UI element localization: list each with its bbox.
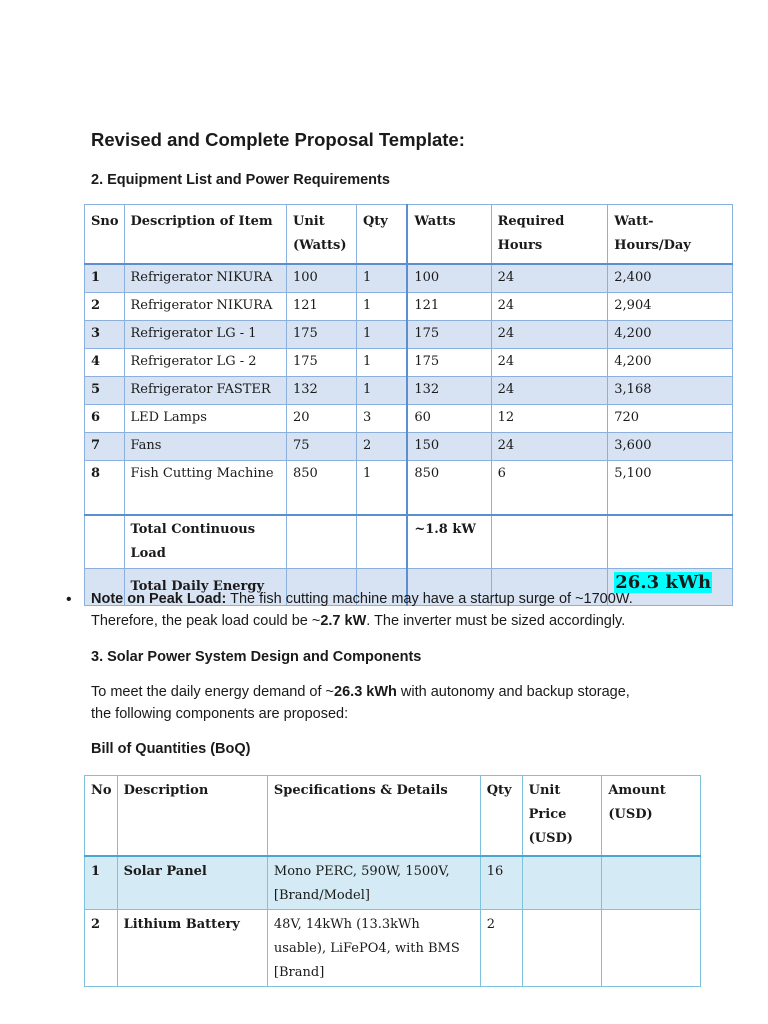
note-text: Therefore, the peak load could be ~: [91, 612, 321, 629]
paragraph-text: To meet the daily energy demand of ~: [91, 684, 335, 700]
cell: [491, 515, 608, 569]
column-header: Description: [117, 776, 267, 857]
cell: 2: [85, 293, 125, 321]
cell: 1: [356, 349, 407, 377]
cell: 1: [356, 321, 407, 349]
boq-heading: Bill of Quantities (BoQ): [91, 741, 251, 757]
section-3-paragraph: [91, 682, 691, 725]
cell: 60: [407, 405, 491, 433]
cell: 2: [356, 433, 407, 461]
cell: 175: [407, 321, 491, 349]
cell: [522, 856, 602, 910]
cell: 4: [85, 349, 125, 377]
cell: 850: [407, 461, 491, 516]
table-row: [85, 856, 701, 910]
column-header: Watts: [407, 205, 491, 265]
equipment-table: [84, 204, 733, 606]
cell: 2: [85, 910, 118, 987]
note-text: The fish cutting machine may have a startup surge of ~1700W.: [226, 591, 633, 607]
document-title: Revised and Complete Proposal Template:: [91, 129, 465, 150]
cell: Fans: [124, 433, 286, 461]
table-row: [85, 293, 733, 321]
cell: 1: [356, 264, 407, 293]
cell: [608, 515, 733, 569]
cell: 6: [491, 461, 608, 516]
column-header: Watt-Hours/Day: [608, 205, 733, 265]
note-text: . The inverter must be sized accordingly.: [366, 612, 626, 629]
cell: 6: [85, 405, 125, 433]
table-row: [85, 910, 701, 987]
cell: Solar Panel: [117, 856, 267, 910]
cell: 850: [286, 461, 356, 516]
cell: 175: [286, 321, 356, 349]
cell: 24: [491, 433, 608, 461]
cell: 3,600: [608, 433, 733, 461]
cell: 121: [286, 293, 356, 321]
paragraph-text: with autonomy and backup storage,: [396, 684, 630, 700]
cell: 24: [491, 349, 608, 377]
cell: 2,400: [608, 264, 733, 293]
note-label: Note on Peak Load:: [91, 591, 227, 607]
cell: [286, 515, 356, 569]
cell: 100: [286, 264, 356, 293]
cell: 2,904: [608, 293, 733, 321]
table-row: [85, 433, 733, 461]
cell: 24: [491, 264, 608, 293]
cell: Refrigerator FASTER: [124, 377, 286, 405]
cell: 1: [85, 856, 118, 910]
column-header: Amount (USD): [602, 776, 701, 857]
cell: 720: [608, 405, 733, 433]
cell: 4,200: [608, 349, 733, 377]
cell: 7: [85, 433, 125, 461]
cell: 5: [85, 377, 125, 405]
section-2-heading: 2. Equipment List and Power Requirements: [91, 172, 390, 188]
cell: 4,200: [608, 321, 733, 349]
section-3-heading: 3. Solar Power System Design and Components: [91, 649, 422, 665]
column-header: Sno: [85, 205, 125, 265]
cell: 1: [356, 377, 407, 405]
table-header-row: [85, 776, 701, 857]
cell: LED Lamps: [124, 405, 286, 433]
column-header: Specifications & Details: [267, 776, 480, 857]
boq-table: [84, 775, 701, 987]
table-row: [85, 461, 733, 516]
table-row: [85, 377, 733, 405]
cell: 8: [85, 461, 125, 516]
paragraph-text: the following components are proposed:: [91, 705, 349, 722]
column-header: No: [85, 776, 118, 857]
cell: 132: [407, 377, 491, 405]
cell: 132: [286, 377, 356, 405]
cell: Mono PERC, 590W, 1500V, [Brand/Model]: [267, 856, 480, 910]
cell: 2: [480, 910, 522, 987]
cell: [602, 856, 701, 910]
cell: Refrigerator NIKURA: [124, 264, 286, 293]
total-load-value: ~1.8 kW: [407, 515, 491, 569]
cell: 12: [491, 405, 608, 433]
cell: 175: [286, 349, 356, 377]
column-header: Unit (Watts): [286, 205, 356, 265]
peak-load-note: [91, 589, 691, 632]
cell: 20: [286, 405, 356, 433]
paragraph-value: 26.3 kWh: [334, 684, 397, 700]
cell: 48V, 14kWh (13.3kWh usable), LiFePO4, with BMS [Brand]: [267, 910, 480, 987]
cell: 5,100: [608, 461, 733, 516]
cell: 150: [407, 433, 491, 461]
cell: 1: [356, 461, 407, 516]
cell: Refrigerator NIKURA: [124, 293, 286, 321]
cell: [602, 910, 701, 987]
bullet-icon: •: [66, 591, 72, 608]
table-row: [85, 405, 733, 433]
cell: 16: [480, 856, 522, 910]
cell: Lithium Battery: [117, 910, 267, 987]
cell: [85, 515, 125, 569]
column-header: Qty: [480, 776, 522, 857]
cell: 1: [85, 264, 125, 293]
table-row: [85, 264, 733, 293]
cell: 75: [286, 433, 356, 461]
column-header: Required Hours: [491, 205, 608, 265]
cell: [356, 515, 407, 569]
cell: 175: [407, 349, 491, 377]
table-row: [85, 321, 733, 349]
cell: 24: [491, 321, 608, 349]
column-header: Qty: [356, 205, 407, 265]
cell: 100: [407, 264, 491, 293]
total-load-label: Total Continuous Load: [124, 515, 286, 569]
cell: 24: [491, 293, 608, 321]
cell: 121: [407, 293, 491, 321]
column-header: Unit Price (USD): [522, 776, 602, 857]
total-energy-value: 26.3 kWh: [615, 572, 712, 593]
cell: Refrigerator LG - 1: [124, 321, 286, 349]
table-row: [85, 349, 733, 377]
cell: Fish Cutting Machine: [124, 461, 286, 516]
total-energy-label: Total Daily Energy: [124, 569, 286, 606]
cell: Refrigerator LG - 2: [124, 349, 286, 377]
cell: 1: [356, 293, 407, 321]
cell: 3: [85, 321, 125, 349]
cell: 24: [491, 377, 608, 405]
note-value: 2.7 kW: [320, 612, 367, 629]
column-header: Description of Item: [124, 205, 286, 265]
cell: 3: [356, 405, 407, 433]
table-header-row: [85, 205, 733, 265]
total-load-row: [85, 515, 733, 569]
cell: 3,168: [608, 377, 733, 405]
cell: [522, 910, 602, 987]
